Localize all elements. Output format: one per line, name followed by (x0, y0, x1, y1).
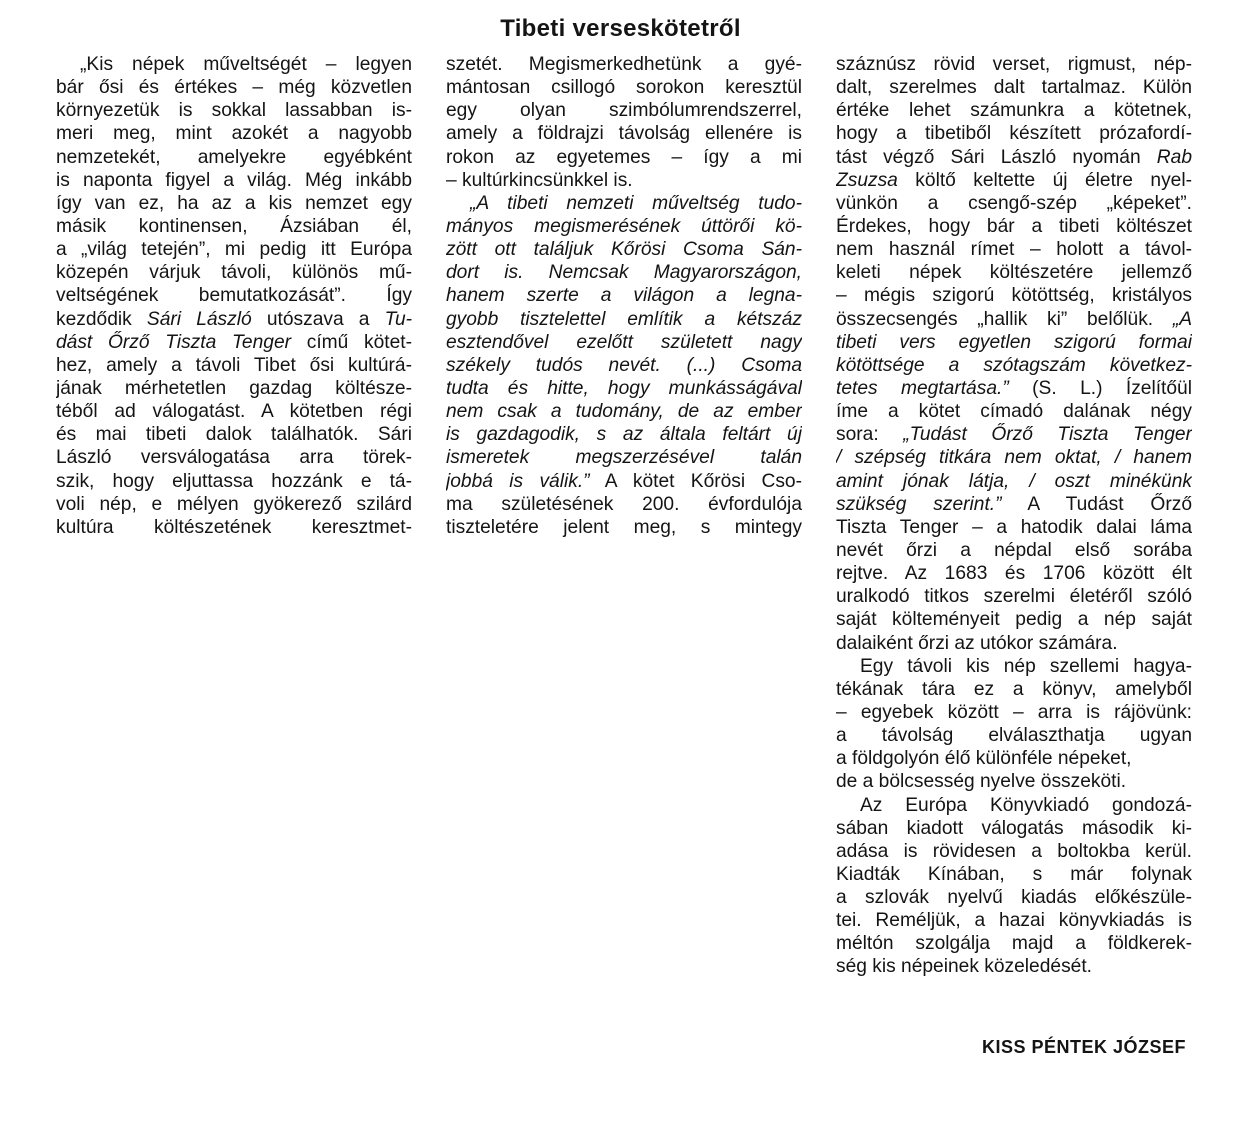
text-line: téből ad válogatást. A kötetben régi (56, 401, 412, 423)
text-line: meri meg, mint azokét a nagyobb (56, 123, 412, 145)
text-line: – kultúrkincsünkkel is. (446, 169, 633, 191)
text-line: összecsengés „hallik ki” belőlük. „A (836, 308, 1192, 330)
text-line: jobbá is válik.” A kötet Kőrösi Cso- (446, 470, 802, 492)
text-line: tudta és hitte, hogy munkásságával (446, 377, 802, 399)
text-line: nem használ rímet – holott a távol- (836, 239, 1192, 261)
column-2 (446, 53, 802, 539)
text-line: szetét. Megismerkedhetünk a gyé- (446, 54, 802, 75)
text-line: bár ősi és értékes – még közvetlen (56, 77, 412, 99)
text-line: a „világ tetején”, mi pedig itt Európa (56, 239, 412, 261)
text-line: Zsuzsa költő keltette új életre nyel- (836, 169, 1192, 191)
text-line: Tiszta Tenger – a hatodik dalai láma (836, 516, 1192, 538)
text-line: kultúra költészetének keresztmet- (56, 516, 412, 538)
text-line: tibeti vers egyetlen szigorú formai (836, 331, 1192, 353)
text-line: esztendővel ezelőtt született nagy (446, 331, 802, 353)
text-line: László versválogatása arra törek- (56, 447, 412, 469)
text-line: de a bölcsesség nyelve összeköti. (836, 771, 1127, 793)
text-line: tiszteletére jelent meg, s mintegy (446, 516, 802, 538)
text-line: amely a földrajzi távolság ellenére is (446, 123, 802, 145)
text-line: környezetük is sokkal lassabban is- (56, 100, 412, 122)
text-line: / szépség titkára nem oktat, / hanem (836, 447, 1192, 469)
text-line: a távolság elválaszthatja ugyan (836, 725, 1192, 747)
text-line: hogy a tibetiből készített prózafordí- (836, 123, 1192, 145)
text-line: ismeretek megszerzésével talán (446, 447, 802, 469)
text-line: amint jónak látja, / oszt minékünk (836, 470, 1192, 492)
text-line: hanem szerte a világon a legna- (446, 285, 802, 307)
text-line: nemzetekét, amelyekre egyébként (56, 146, 412, 168)
text-line: dalaiként őrzi az utókor számára. (836, 632, 1118, 654)
text-line: tei. Reméljük, a hazai könyvkiadás is (836, 910, 1192, 932)
text-line: és mai tibeti dalok találhatók. Sári (56, 424, 412, 446)
text-line: íme a kötet címadó dalának négy (836, 401, 1192, 423)
text-line: mántosan csillogó sorokon keresztül (446, 77, 802, 99)
text-line: rokon az egyetemes – így a mi (446, 146, 802, 168)
text-line: Kiadták Kínában, s már folynak (836, 863, 1192, 885)
text-line: – egyebek között – arra is rájövünk: (836, 701, 1192, 723)
text-line: ség kis népeinek közeledését. (836, 956, 1092, 978)
text-line: dalt, szerelmes dalt tartalmaz. Külön (836, 77, 1192, 99)
text-line: tást végző Sári László nyomán Rab (836, 146, 1192, 168)
text-line: nevét őrzi a népdal első sorába (836, 539, 1192, 561)
text-line: a földgolyón élő különféle népeket, (836, 748, 1132, 770)
text-line: veltségének bemutatkozását”. Így (56, 285, 412, 307)
text-line: székely tudós nevét. (...) Csoma (446, 354, 802, 376)
text-line: a szlovák nyelvű kiadás előkészüle- (836, 887, 1192, 909)
column-1 (56, 53, 412, 539)
text-line: sora: „Tudást Őrző Tiszta Tenger (836, 424, 1192, 446)
text-line: „Kis népek műveltségét – legyen (80, 54, 412, 75)
text-line: ma születésének 200. évfordulója (446, 493, 802, 515)
author-signature: KISS PÉNTEK JÓZSEF (981, 1037, 1186, 1057)
text-line: sában kiadott válogatás második ki- (836, 817, 1192, 839)
text-line: tetes megtartása.” (S. L.) Ízelítőül (836, 377, 1192, 399)
text-line: saját költeményeit pedig a nép saját (836, 609, 1192, 631)
text-line: tékának tára ez a könyv, amelyből (836, 678, 1192, 700)
text-line: „A tibeti nemzeti műveltség tudo- (470, 192, 802, 214)
text-line: szükség szerint.” A Tudást Őrző (836, 493, 1192, 515)
article-title: Tibeti verseskötetről (500, 15, 741, 42)
text-line: Egy távoli kis nép szellemi hagya- (860, 655, 1192, 677)
text-line: rejtve. Az 1683 és 1706 között élt (836, 563, 1192, 585)
text-line: másik kontinensen, Ázsiában él, (56, 215, 412, 237)
text-line: uralkodó titkos szerelmi életéről szóló (836, 586, 1192, 608)
text-line: egy olyan szimbólumrendszerrel, (446, 100, 802, 122)
text-line: – mégis szigorú kötöttség, kristályos (836, 285, 1192, 307)
text-line: nem csak a tudomány, de az ember (446, 401, 802, 423)
text-line: is gazdagodik, s az általa feltárt új (446, 424, 802, 446)
text-line: így van ez, ha az a kis nemzet egy (56, 192, 412, 214)
text-line: adása is rövidesen a boltokba kerül. (836, 840, 1192, 862)
text-line: kötöttsége a szótagszám következ- (836, 354, 1192, 376)
text-line: értéke lehet számunkra a kötetnek, (836, 100, 1192, 122)
text-line: szik, hogy eljuttassa hozzánk e tá- (56, 470, 412, 492)
text-line: gyobb tisztelettel említik a kétszáz (446, 308, 802, 330)
text-line: zött ott találjuk Kőrösi Csoma Sán- (446, 239, 802, 261)
text-line: is naponta figyel a világ. Még inkább (56, 169, 412, 191)
text-line: vünkön a csengő-szép „képeket”. (836, 192, 1192, 214)
text-line: Az Európa Könyvkiadó gondozá- (860, 794, 1192, 816)
text-line: jának mérhetetlen gazdag költésze- (56, 377, 412, 399)
text-line: voli nép, e mélyen gyökerező szilárd (56, 493, 412, 515)
text-line: hez, amely a távoli Tibet ősi kultúrá- (56, 354, 412, 376)
text-line: száznúsz rövid verset, rigmust, nép- (836, 54, 1192, 75)
text-line: kezdődik Sári László utószava a Tu- (56, 308, 412, 330)
text-line: közepén várjuk távoli, különös mű- (56, 262, 412, 284)
text-line: Érdekes, hogy bár a tibeti költészet (836, 215, 1192, 237)
text-line: mányos megismerésének úttörői kö- (446, 215, 802, 237)
text-line: dort is. Nemcsak Magyarországon, (446, 262, 802, 284)
text-line: keleti népek költészetére jellemző (836, 262, 1192, 284)
column-3 (836, 53, 1192, 979)
text-line: méltón szolgálja majd a földkerek- (836, 933, 1192, 955)
text-line: dást Őrző Tiszta Tenger című kötet- (56, 331, 412, 353)
